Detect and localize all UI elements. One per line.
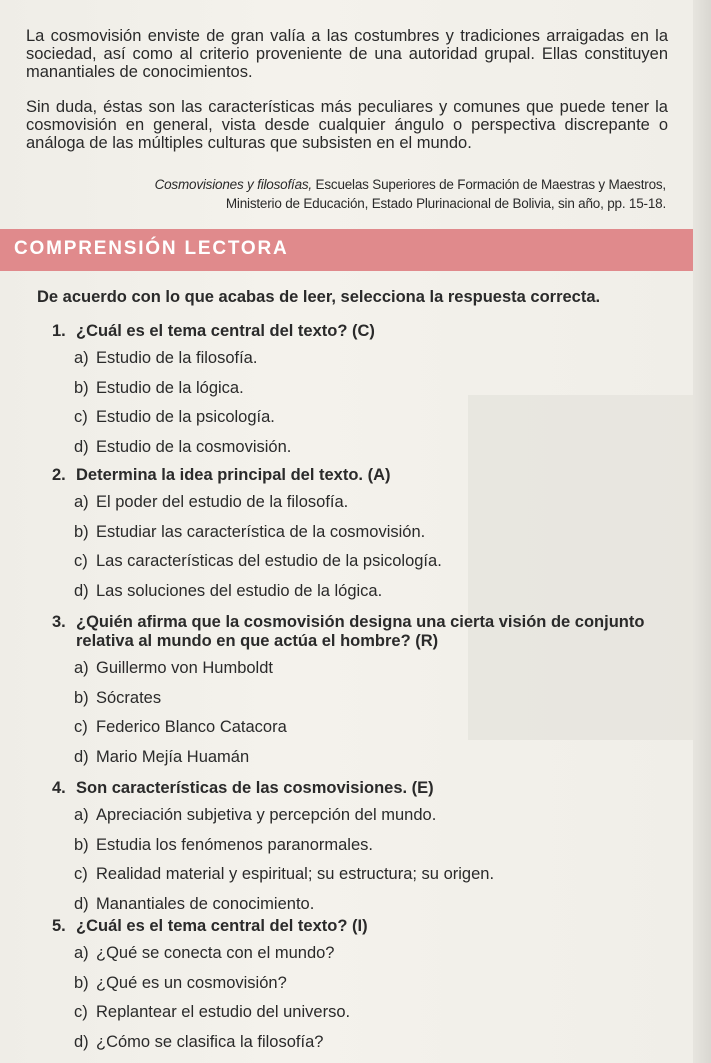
- citation: [150, 175, 666, 213]
- option-2c[interactable]: c) Las características del estudio de la psicología.: [74, 552, 442, 570]
- question-2-text: 2. Determina la idea principal del texto. (A): [52, 466, 391, 484]
- citation-title: Cosmovisiones y filosofías,: [154, 177, 312, 192]
- question-3-options: [52, 659, 644, 767]
- question-2-options: [52, 493, 442, 601]
- instruction: De acuerdo con lo que acabas de leer, selecciona la respuesta correcta.: [37, 288, 601, 306]
- question-5-options: [52, 944, 368, 1052]
- option-2a[interactable]: a) El poder del estudio de la filosofía.: [74, 493, 349, 511]
- option-2b[interactable]: b) Estudiar las característica de la cosmovisión.: [74, 522, 426, 541]
- question-1-text: 1. ¿Cuál es el tema central del texto? (C): [52, 322, 375, 340]
- option-4a[interactable]: a) Apreciación subjetiva y percepción del mundo.: [74, 806, 437, 824]
- option-5d[interactable]: d) ¿Cómo se clasifica la filosofía?: [74, 1032, 324, 1051]
- option-1c[interactable]: c) Estudio de la psicología.: [74, 408, 275, 426]
- question-3-text-line-2: relativa al mundo en que actúa el hombre? (R): [76, 632, 439, 650]
- option-4b[interactable]: b) Estudia los fenómenos paranormales.: [74, 835, 373, 854]
- option-3d[interactable]: d) Mario Mejía Huamán: [74, 747, 250, 766]
- option-3c[interactable]: c) Federico Blanco Catacora: [74, 718, 287, 736]
- citation-rest: Escuelas Superiores de Formación de Maestras y Maestros,: [311, 177, 666, 192]
- option-1b[interactable]: b) Estudio de la lógica.: [74, 378, 244, 397]
- intro-paragraph-1: La cosmovisión enviste de gran valía a las costumbres y tradiciones arraigadas en la sociedad, así como al criterio proveniente de una autoridad grupal. Ellas constituyen manantiales de conocimientos.: [26, 27, 668, 81]
- section-title: COMPRENSIÓN LECTORA: [14, 238, 289, 259]
- option-4c[interactable]: c) Realidad material y espiritual; su estructura; su origen.: [74, 865, 495, 883]
- option-3a[interactable]: a) Guillermo von Humboldt: [74, 659, 273, 677]
- option-1a[interactable]: a) Estudio de la filosofía.: [74, 349, 258, 367]
- option-5b[interactable]: b) ¿Qué es un cosmovisión?: [74, 973, 287, 992]
- question-2: [52, 466, 442, 611]
- question-1: [52, 322, 375, 467]
- intro-paragraph-2: Sin duda, éstas son las características más peculiares y comunes que puede tener la cosmovisión en general, vista desde cualquier ángulo o perspectiva discrepante o análoga de las múltiples culturas que subsisten en el mundo.: [26, 98, 668, 152]
- option-2d[interactable]: d) Las soluciones del estudio de la lógica.: [74, 581, 383, 600]
- question-5-text: 5. ¿Cuál es el tema central del texto? (I): [52, 917, 368, 935]
- question-4: [52, 779, 494, 924]
- option-5a[interactable]: a) ¿Qué se conecta con el mundo?: [74, 944, 335, 962]
- page-edge: [693, 0, 711, 1063]
- section-banner: [0, 229, 693, 271]
- question-3-text: 3. ¿Quién afirma que la cosmovisión designa una cierta visión de conjunto: [52, 613, 645, 631]
- question-5: [52, 917, 368, 1062]
- option-5c[interactable]: c) Replantear el estudio del universo.: [74, 1003, 351, 1021]
- option-4d[interactable]: d) Manantiales de conocimiento.: [74, 894, 315, 913]
- option-3b[interactable]: b) Sócrates: [74, 688, 162, 707]
- question-4-text: 4. Son características de las cosmovisiones. (E): [52, 779, 434, 797]
- option-1d[interactable]: d) Estudio de la cosmovisión.: [74, 437, 292, 456]
- question-4-options: [52, 806, 494, 914]
- question-3: [52, 613, 644, 777]
- question-1-options: [52, 349, 375, 457]
- citation-line-2: Ministerio de Educación, Estado Plurinacional de Bolivia, sin año, pp. 15-18.: [225, 196, 666, 211]
